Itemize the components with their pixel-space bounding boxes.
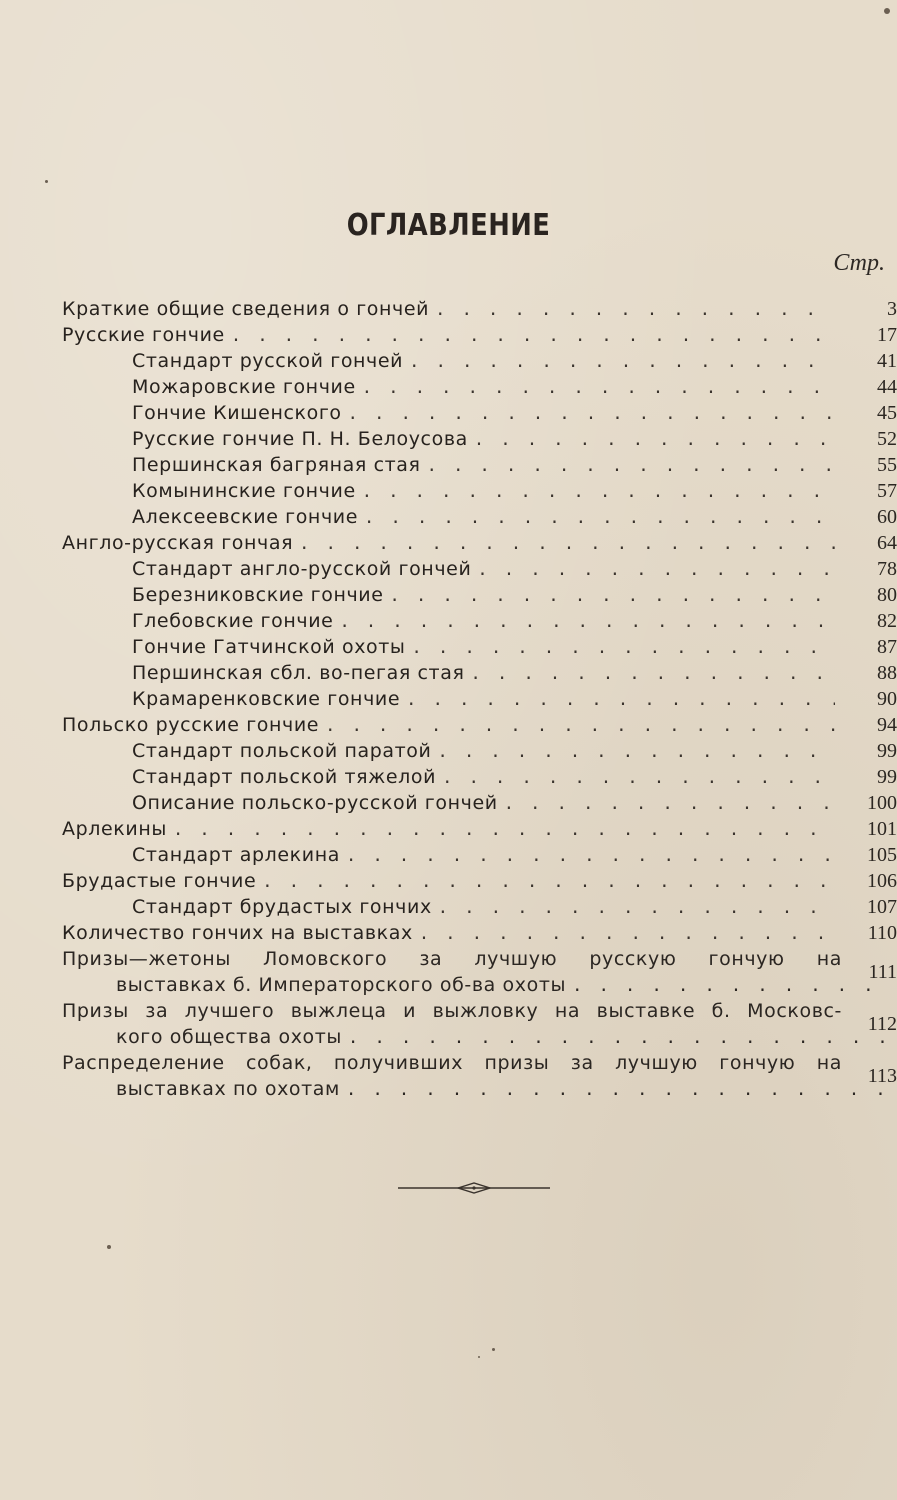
toc-entry-multiline — [62, 998, 897, 1050]
toc-leader-dots — [477, 557, 835, 583]
toc-leader-dots — [173, 817, 835, 843]
toc-entry — [62, 842, 897, 868]
toc-page-number: 87 — [877, 636, 897, 658]
toc-entry-line2 — [116, 972, 897, 998]
toc-page-number: 64 — [877, 532, 897, 554]
toc-entry — [62, 400, 897, 426]
toc-page-number: 100 — [867, 792, 897, 814]
page-title: ОГЛАВЛЕНИЕ — [346, 208, 551, 243]
toc-leader-dots — [362, 479, 835, 505]
toc-page-number: 88 — [877, 662, 897, 684]
toc-page-number: 113 — [867, 1065, 897, 1087]
toc-leader-dots — [346, 843, 835, 869]
toc-leader-dots — [504, 791, 835, 817]
toc-entry — [62, 868, 897, 894]
toc-entry — [62, 764, 897, 790]
toc-entry — [62, 504, 897, 530]
toc-leader-dots — [471, 661, 836, 687]
toc-entry-label: Стандарт русской гончей — [132, 350, 404, 372]
toc-page-number: 82 — [877, 610, 897, 632]
toc-leader-dots — [348, 1025, 891, 1051]
toc-entry — [62, 712, 897, 738]
toc-page-number: 105 — [867, 844, 897, 866]
toc-page-number: 112 — [867, 1013, 897, 1035]
toc-entry-line2 — [116, 1076, 897, 1102]
toc-entry-label: Першинская сбл. во-пегая стая — [132, 662, 465, 684]
toc-leader-dots — [362, 375, 835, 401]
toc-entry — [62, 608, 897, 634]
toc-page-number: 44 — [877, 376, 897, 398]
toc-entry — [62, 686, 897, 712]
paper-speck — [492, 1348, 495, 1351]
toc-page-number: 111 — [868, 961, 897, 983]
toc-leader-dots — [442, 765, 835, 791]
toc-entry — [62, 530, 897, 556]
toc-entry-line2 — [116, 1024, 897, 1050]
toc-entry-label: Крамаренковские гончие — [132, 688, 401, 710]
toc-page-number: 80 — [877, 584, 897, 606]
toc-entry-label: Гончие Гатчинской охоты — [132, 636, 406, 658]
paper-speck — [45, 180, 48, 183]
ornament-divider — [398, 1180, 550, 1196]
toc-entry-label: Русские гончие П. Н. Белоусова — [132, 428, 468, 450]
toc-leader-dots — [412, 635, 835, 661]
toc-entry — [62, 582, 897, 608]
page-column-label: Стр. — [833, 250, 885, 276]
toc-entry — [62, 634, 897, 660]
toc-entry-label: Стандарт арлекина — [132, 844, 340, 866]
toc-page-number: 17 — [877, 324, 897, 346]
toc-entry-label-line2: кого общества охоты — [116, 1026, 343, 1048]
toc-entry-multiline — [62, 1050, 897, 1102]
toc-leader-dots — [299, 531, 835, 557]
toc-page-number: 57 — [877, 480, 897, 502]
toc-entry-label: Польско русские гончие — [62, 714, 320, 736]
toc-entry-label: Стандарт польской тяжелой — [132, 766, 437, 788]
toc-page-number: 41 — [877, 350, 897, 372]
toc-entry-label-line2: выставках б. Императорского об-ва охоты — [116, 974, 567, 996]
toc-entry-label: Арлекины — [62, 818, 167, 840]
toc-entry — [62, 790, 897, 816]
toc-leader-dots — [406, 687, 835, 713]
toc-entry-label: Англо-русская гончая — [62, 532, 294, 554]
toc-leader-dots — [474, 427, 835, 453]
toc-entry — [62, 556, 897, 582]
toc-leader-dots — [438, 895, 835, 921]
toc-leader-dots — [437, 739, 835, 765]
toc-entry-label: Можаровские гончие — [132, 376, 356, 398]
toc-leader-dots — [262, 869, 835, 895]
toc-entry-label: Березниковские гончие — [132, 584, 384, 606]
toc-entry — [62, 322, 897, 348]
toc-leader-dots — [419, 921, 835, 947]
paper-speck — [107, 1245, 111, 1249]
toc-entry-label: Комынинские гончие — [132, 480, 356, 502]
toc-page-number: 106 — [867, 870, 897, 892]
toc-page-number: 107 — [867, 896, 897, 918]
toc-leader-dots — [427, 453, 835, 479]
toc-entry — [62, 296, 897, 322]
toc-page-number: 99 — [877, 740, 897, 762]
toc-entry-label: Стандарт англо-русской гончей — [132, 558, 472, 580]
toc-page-number: 45 — [877, 402, 897, 424]
toc-entry-label-line1: Призы—жетоны Ломовского за лучшую русскую гончую на — [62, 948, 842, 970]
toc-entry — [62, 452, 897, 478]
toc-entry-label: Описание польско-русской гончей — [132, 792, 498, 814]
paper-speck — [884, 8, 890, 14]
toc-page-number: 60 — [877, 506, 897, 528]
toc-entry-label: Краткие общие сведения о гончей — [62, 298, 430, 320]
toc-entry-multiline — [62, 946, 897, 998]
toc-leader-dots — [339, 609, 835, 635]
toc-page-number: 101 — [867, 818, 897, 840]
toc-leader-dots — [409, 349, 835, 375]
toc-entry-label-line2: выставках по охотам — [116, 1078, 340, 1100]
toc-entry-label-line1: Распределение собак, получивших призы за лучшую гончую на — [62, 1052, 842, 1074]
toc-page-number: 94 — [877, 714, 897, 736]
toc-entry-label-line1: Призы за лучшего выжлеца и выжловку на выставке б. Московс- — [62, 1000, 842, 1022]
toc-entry-label: Русские гончие — [62, 324, 225, 346]
toc-page-number: 90 — [877, 688, 897, 710]
toc-entry — [62, 816, 897, 842]
toc-entry — [62, 426, 897, 452]
toc-page-number: 110 — [867, 922, 897, 944]
toc-leader-dots — [346, 1077, 891, 1103]
toc-leader-dots — [364, 505, 835, 531]
paper-speck — [478, 1356, 480, 1358]
toc-entry-label: Алексеевские гончие — [132, 506, 359, 528]
toc-entry — [62, 374, 897, 400]
toc-entry-label: Стандарт польской паратой — [132, 740, 432, 762]
toc-entry-label: Глебовские гончие — [132, 610, 334, 632]
toc-page-number: 55 — [877, 454, 897, 476]
toc-entry — [62, 920, 897, 946]
toc-leader-dots — [231, 323, 835, 349]
toc-entry-label: Першинская багряная стая — [132, 454, 421, 476]
toc-leader-dots — [435, 297, 835, 323]
toc-entry-label: Количество гончих на выставках — [62, 922, 413, 944]
toc-entry — [62, 738, 897, 764]
toc-entry-label: Гончие Кишенского — [132, 402, 342, 424]
toc-page-number: 3 — [887, 298, 897, 320]
toc-entry-label: Стандарт брудастых гончих — [132, 896, 432, 918]
table-of-contents — [62, 296, 897, 1102]
toc-entry — [62, 478, 897, 504]
toc-entry — [62, 660, 897, 686]
toc-entry — [62, 348, 897, 374]
toc-page-number: 78 — [877, 558, 897, 580]
toc-page-number: 52 — [877, 428, 897, 450]
toc-leader-dots — [390, 583, 835, 609]
toc-leader-dots — [348, 401, 835, 427]
toc-entry — [62, 894, 897, 920]
toc-entry-label: Брудастые гончие — [62, 870, 257, 892]
toc-leader-dots — [325, 713, 835, 739]
toc-page-number: 99 — [877, 766, 897, 788]
